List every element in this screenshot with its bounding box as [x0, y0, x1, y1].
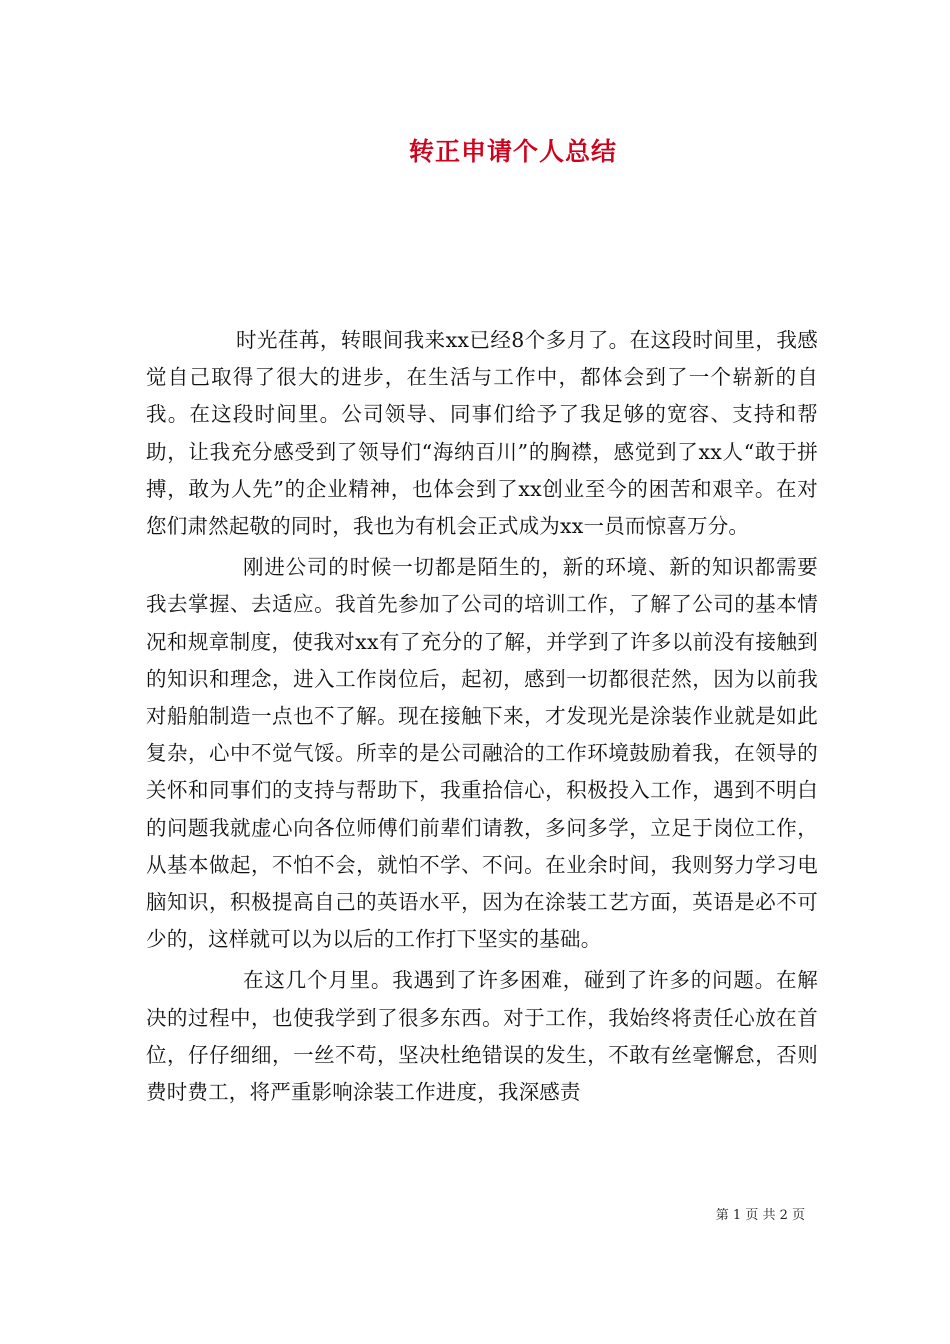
- document-title: 转正申请个人总结: [408, 137, 617, 166]
- paragraph-1: 时光荏苒，转眼间我来xx已经8个多月了。在这段时间里，我感觉自己取得了很大的进步，在生活与工作中，都体会到了一个崭新的自我。在这段时间里。公司领导、同事们给予了我足够的宽容、支持和帮助，让我充分感受到了领导们“海纳百川”的胸襟，感觉到了xx人“敢于拼搏，敢为人先”的企业精神，也体会到了xx创业至今的困苦和艰辛。在对您们肃然起敬的同时，我也为有机会正式成为xx一员而惊喜万分。: [146, 328, 818, 539]
- paragraph-3: 在这几个月里。我遇到了许多困难，碰到了许多的问题。在解决的过程中，也使我学到了很多东西。对于工作，我始终将责任心放在首位，仔仔细细，一丝不苟，坚决杜绝错误的发生，不敢有丝毫懈怠，否则费时费工，将严重影响涂装工作进度，我深感责: [146, 968, 818, 1105]
- document-body: [146, 322, 818, 1115]
- paragraph-2: 刚进公司的时候一切都是陌生的，新的环境、新的知识都需要我去掌握、去适应。我首先参加了公司的培训工作，了解了公司的基本情况和规章制度，使我对xx有了充分的了解，并学到了许多以前没有接触到的知识和理念，进入工作岗位后，起初，感到一切都很茫然，因为以前我对船舶制造一点也不了解。现在接触下来，才发现光是涂装作业就是如此复杂，心中不觉气馁。所幸的是公司融洽的工作环境鼓励着我，在领导的关怀和同事们的支持与帮助下，我重拾信心，积极投入工作，遇到不明白的问题我就虚心向各位师傅们前辈们请教，多问多学，立足于岗位工作，从基本做起，不怕不会，就怕不学、不问。在业余时间，我则努力学习电脑知识，积极提高自己的英语水平，因为在涂装工艺方面，英语是必不可少的，这样就可以为以后的工作打下坚实的基础。: [146, 555, 818, 952]
- page-number-footer: 第 1 页 共 2 页: [715, 1208, 805, 1223]
